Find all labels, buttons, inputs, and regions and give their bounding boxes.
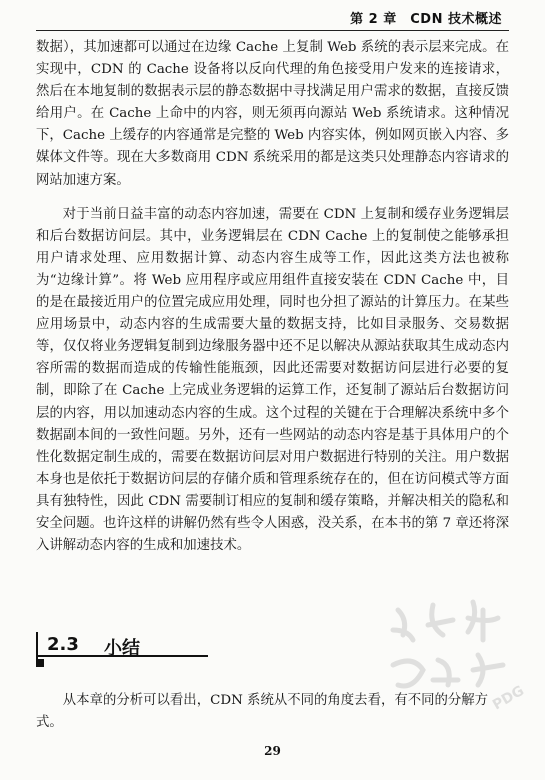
- section-number: 2.3: [47, 634, 79, 655]
- page-number: 29: [264, 744, 281, 758]
- paragraph: 对于当前日益丰富的动态内容加速，需要在 CDN 上复制和缓存业务逻辑层和后台数据访问层。其中，业务逻辑层在 CDN Cache 上的复制使之能够承担用户请求处理、应用数据计算、动态内容生成等工作，因此这类方法也被称为“边缘计算”。将 Web 应用程序或应用组件直接安装在 CDN Cache 中，目的是在最接近用户的位置完成应用处理，同时也分担了源站的计算压力。在某些应用场景中，动态内容的生成需要大量的数据支持，比如目录服务、交易数据等，仅仅将业务逻辑复制到边缘服务器中还不足以解决从源站获取其生成动态内容所需的数据而造成的传输性能瓶颈，因此还需要对数据访问层进行必要的复制，即除了在 Cache 上完成业务逻辑的运算工作，还复制了源站后台数据访问层的内容，用以加速动态内容的生成。这个过程的关键在于合理解决系统中多个数据副本间的一致性问题。另外，还有一些网站的动态内容是基于具体用户的个性化数据定制生成的，需要在数据访问层对用户数据进行特别的关注。用户数据本身也是依托于数据访问层的存储介质和管理系统存在的，但在访问模式等方面具有独特性，因此 CDN 需要制订相应的复制和缓存策略，并解决相关的隐私和安全问题。也许这样的讲解仍然有些令人困惑，没关系，在本书的第 7 章还将深入讲解动态内容的生成和加速技术。: [36, 206, 509, 554]
- summary-paragraph: 从本章的分析可以看出，CDN 系统从不同的角度去看，有不同的分解方式。: [36, 693, 489, 730]
- running-head: 第 2 章 CDN 技术概述: [350, 12, 502, 27]
- main-text: [36, 37, 509, 569]
- section-marker-bar: [36, 632, 38, 662]
- header-rule: [36, 30, 509, 31]
- section-heading: [36, 629, 216, 669]
- section-title: 小结: [104, 638, 140, 659]
- pdg-watermark-stamp: [378, 590, 528, 725]
- section-marker-square: [36, 659, 44, 667]
- watermark-text: PDG: [490, 682, 527, 714]
- paragraph: 数据），其加速都可以通过在边缘 Cache 上复制 Web 系统的表示层来完成。在实现中，CDN 的 Cache 设备将以反向代理的角色接受用户发来的连接请求，然后在本地复制的数据表示层的静态数据中寻找满足用户需求的数据，直接反馈给用户。在 Cache 上命中的内容，则无须再向源站 Web 系统请求。这种情况下，Cache 上缓存的内容通常是完整的 Web 内容实体，例如网页嵌入内容、多媒体文件等。现在大多数商用 CDN 系统采用的都是这类只处理静态内容请求的网站加速方案。: [36, 40, 509, 188]
